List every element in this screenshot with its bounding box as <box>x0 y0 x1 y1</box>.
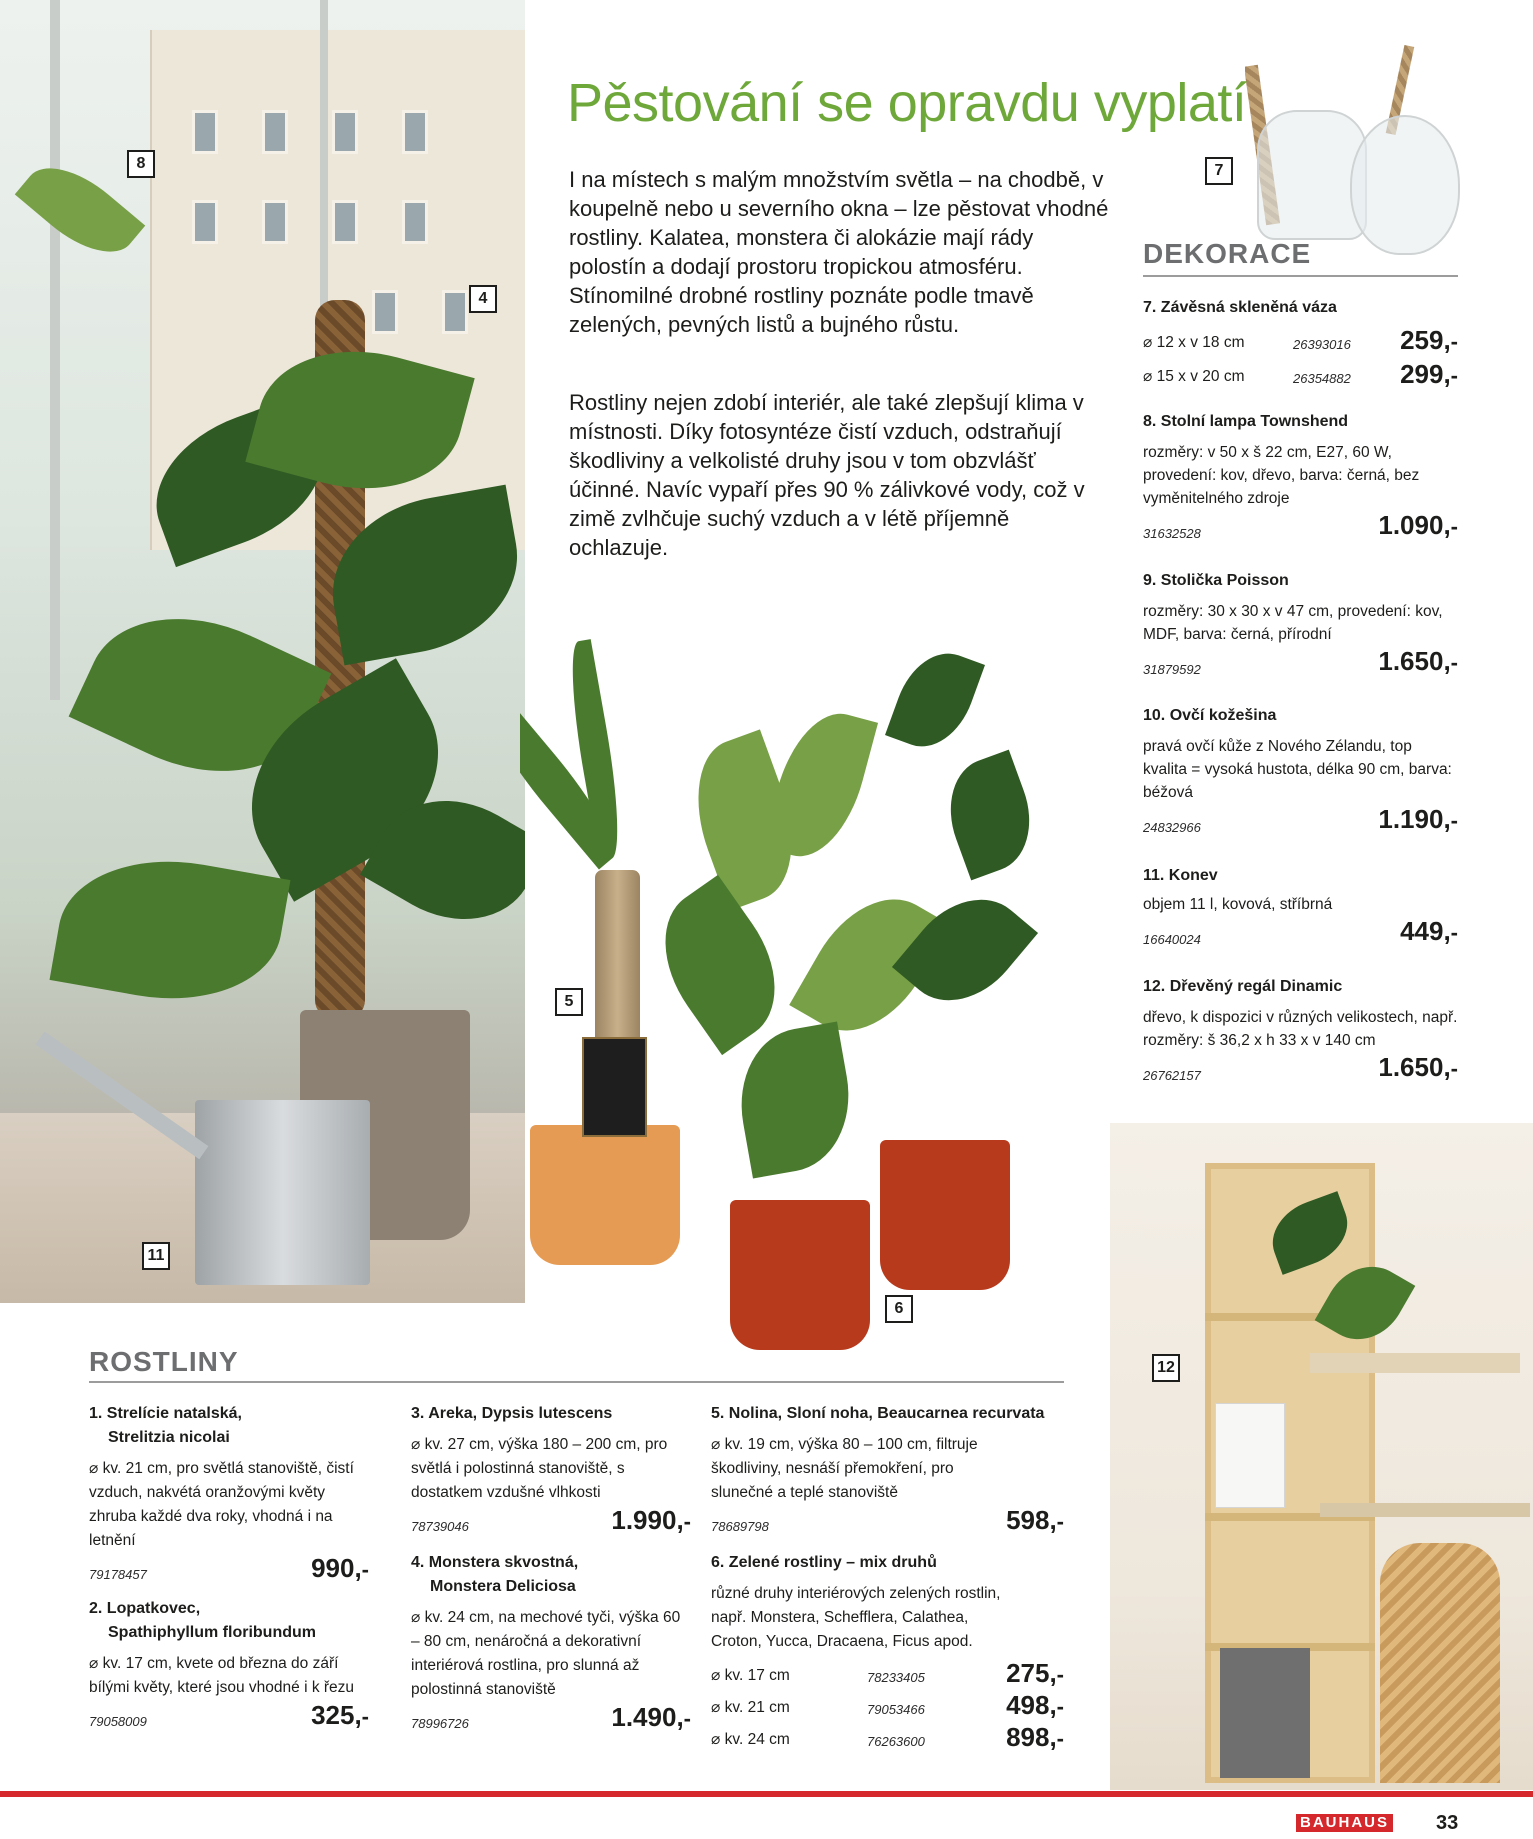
variant-size: ⌀ 15 x v 20 cm <box>1143 368 1245 385</box>
product-1 <box>89 1402 369 1587</box>
product-description: rozměry: v 50 x š 22 cm, E27, 60 W, provedení: kov, dřevo, barva: černá, bez vyměnitelného zdroje <box>1143 444 1420 507</box>
price: 1.490,- <box>611 1702 691 1732</box>
product-title: 12. Dřevěný regál Dinamic <box>1143 978 1343 995</box>
article-code: 26354882 <box>1293 371 1351 386</box>
price: 1.990,- <box>611 1505 691 1535</box>
badge-6: 6 <box>885 1295 913 1323</box>
plant-pot-orange <box>530 1125 680 1265</box>
photo-potted-plants <box>520 560 1140 1350</box>
price: 325,- <box>311 1700 369 1730</box>
badge-5: 5 <box>555 988 583 1016</box>
product-title-latin: Spathiphyllum floribundum <box>108 1624 316 1641</box>
product-8 <box>1143 410 1458 544</box>
product-3 <box>411 1402 691 1539</box>
product-10 <box>1143 704 1458 838</box>
variant-size: ⌀ kv. 17 cm <box>711 1667 790 1684</box>
article-code: 16640024 <box>1143 932 1201 947</box>
article-code: 78996726 <box>411 1716 469 1731</box>
product-title: 2. Lopatkovec, <box>89 1600 201 1617</box>
article-code: 24832966 <box>1143 820 1201 835</box>
product-description: různé druhy interiérových zelených rostlin, např. Monstera, Schefflera, Calathea, Croton, Yucca, Dracaena, Ficus apod. <box>711 1585 1001 1650</box>
photo-wooden-shelf <box>1110 1123 1533 1790</box>
article-code: 78739046 <box>411 1519 469 1534</box>
product-description: ⌀ kv. 24 cm, na mechové tyči, výška 60 – 80 cm, nenáročná a dekorativní interiérová rostlina, pro slunná až polostinná stanoviště <box>411 1609 681 1698</box>
column-1 <box>89 1402 369 1734</box>
price: 1.650,- <box>1378 1052 1458 1082</box>
plant-tag <box>582 1037 647 1137</box>
section-heading-dekorace: DEKORACE <box>1143 238 1312 269</box>
article-code: 78233405 <box>867 1670 925 1685</box>
photo-interior-plants <box>0 0 525 1303</box>
product-description: dřevo, k dispozici v různých velikostech, např. rozměry: š 36,2 x h 33 x v 140 cm <box>1143 1009 1458 1049</box>
variant-row <box>1143 325 1458 359</box>
page-number: 33 <box>1436 1812 1459 1834</box>
plant-pot-red-2 <box>880 1140 1010 1290</box>
section-heading-rostliny: ROSTLINY <box>89 1346 239 1377</box>
intro-paragraph-1: I na místech s malým množstvím světla – na chodbě, v koupelně nebo u severního okna – lze pěstovat vhodné rostliny. Kalatea, monstera či alokázie mají rády polostín a dodají prostoru tropickou atmosféru. Stínomilné drobné rostliny poznáte podle tmavě zelených, pevných listů a bujného růstu. <box>569 167 1109 337</box>
price: 898,- <box>1006 1722 1064 1752</box>
article-code: 31879592 <box>1143 662 1201 677</box>
product-5 <box>711 1402 1064 1539</box>
product-2 <box>89 1597 369 1734</box>
product-title: 4. Monstera skvostná, <box>411 1554 579 1571</box>
badge-7: 7 <box>1205 157 1233 185</box>
article-code: 26762157 <box>1143 1068 1201 1083</box>
badge-12: 12 <box>1152 1354 1180 1382</box>
product-description: ⌀ kv. 17 cm, kvete od března do září bílými květy, které jsou vhodné i k řezu <box>89 1655 355 1696</box>
product-title: 3. Areka, Dypsis lutescens <box>411 1405 613 1422</box>
price: 598,- <box>1006 1505 1064 1535</box>
variant-size: ⌀ kv. 24 cm <box>711 1731 790 1748</box>
product-7 <box>1143 296 1458 393</box>
article-code: 79058009 <box>89 1714 147 1729</box>
price: 498,- <box>1006 1690 1064 1720</box>
price: 1.190,- <box>1378 804 1458 834</box>
product-title-latin: Monstera Deliciosa <box>430 1578 576 1595</box>
product-6 <box>711 1551 1064 1756</box>
bauhaus-logo: BAUHAUS <box>1296 1814 1393 1832</box>
product-title-latin: Strelitzia nicolai <box>108 1429 230 1446</box>
badge-4: 4 <box>469 285 497 313</box>
badge-11: 11 <box>142 1242 170 1270</box>
intro-paragraph-2: Rostliny nejen zdobí interiér, ale také zlepšují klima v místnosti. Díky fotosyntéze čistí vzduch, odstraňují škodliviny a velkolisté druhy jsou v tom obzvlášť účinné. Navíc vypaří přes 90 % zálivkové vody, což v zimě zvlhčuje suchý vzduch a v létě příjemně ochlazuje. <box>569 390 1085 560</box>
product-title: 6. Zelené rostliny – mix druhů <box>711 1554 937 1571</box>
price: 299,- <box>1400 359 1458 389</box>
product-description: pravá ovčí kůže z Nového Zélandu, top kvalita = vysoká hustota, délka 90 cm, barva: béžová <box>1143 738 1452 801</box>
price: 1.650,- <box>1378 646 1458 676</box>
photo-glass-vases <box>1245 45 1485 260</box>
price: 259,- <box>1400 325 1458 355</box>
product-description: ⌀ kv. 21 cm, pro světlá stanoviště, čistí vzduch, nakvétá oranžovými květy zhruba každé dva roky, vhodná i na letnění <box>89 1460 354 1549</box>
product-title: 11. Konev <box>1143 867 1218 884</box>
article-code: 26393016 <box>1293 337 1351 352</box>
article-code: 76263600 <box>867 1734 925 1749</box>
plant-pot-red <box>730 1200 870 1350</box>
product-description: rozměry: 30 x 30 x v 47 cm, provedení: kov, MDF, barva: černá, přírodní <box>1143 603 1443 643</box>
variant-size: ⌀ 12 x v 18 cm <box>1143 334 1245 351</box>
product-12 <box>1143 975 1458 1086</box>
variant-row <box>711 1660 1064 1692</box>
price: 1.090,- <box>1378 510 1458 540</box>
footer-bar <box>0 1791 1533 1797</box>
product-11 <box>1143 864 1458 950</box>
article-code: 31632528 <box>1143 526 1201 541</box>
price: 275,- <box>1006 1658 1064 1688</box>
variant-row <box>1143 359 1458 393</box>
section-rule <box>89 1381 1064 1383</box>
product-title: 7. Závěsná skleněná váza <box>1143 299 1337 316</box>
product-title: 8. Stolní lampa Townshend <box>1143 413 1349 430</box>
badge-8: 8 <box>127 150 155 178</box>
variant-size: ⌀ kv. 21 cm <box>711 1699 790 1716</box>
product-title: 10. Ovčí kožešina <box>1143 707 1277 724</box>
rattan-chair <box>1380 1543 1500 1783</box>
section-rule <box>1143 275 1458 277</box>
price: 449,- <box>1400 916 1458 946</box>
watering-can <box>195 1100 370 1285</box>
page-title: Pěstování se opravdu vyplatí <box>567 73 1247 133</box>
product-9 <box>1143 569 1458 680</box>
variant-row <box>711 1692 1064 1724</box>
product-title: 5. Nolina, Sloní noha, Beaucarnea recurvata <box>711 1405 1045 1422</box>
article-code: 79178457 <box>89 1567 147 1582</box>
article-code: 78689798 <box>711 1519 769 1534</box>
product-title: 9. Stolička Poisson <box>1143 572 1289 589</box>
product-title: 1. Strelície natalská, <box>89 1405 242 1422</box>
product-description: ⌀ kv. 19 cm, výška 80 – 100 cm, filtruje škodliviny, nesnáší přemokření, pro slunečné a teplé stanoviště <box>711 1436 978 1501</box>
product-description: objem 11 l, kovová, stříbrná <box>1143 896 1333 913</box>
price: 990,- <box>311 1553 369 1583</box>
column-3 <box>711 1402 1064 1756</box>
product-description: ⌀ kv. 27 cm, výška 180 – 200 cm, pro světlá i polostinná stanoviště, s dostatkem vzdušné vlhkosti <box>411 1436 668 1501</box>
article-code: 79053466 <box>867 1702 925 1717</box>
column-2 <box>411 1402 691 1736</box>
variant-row <box>711 1724 1064 1756</box>
product-4 <box>411 1551 691 1736</box>
